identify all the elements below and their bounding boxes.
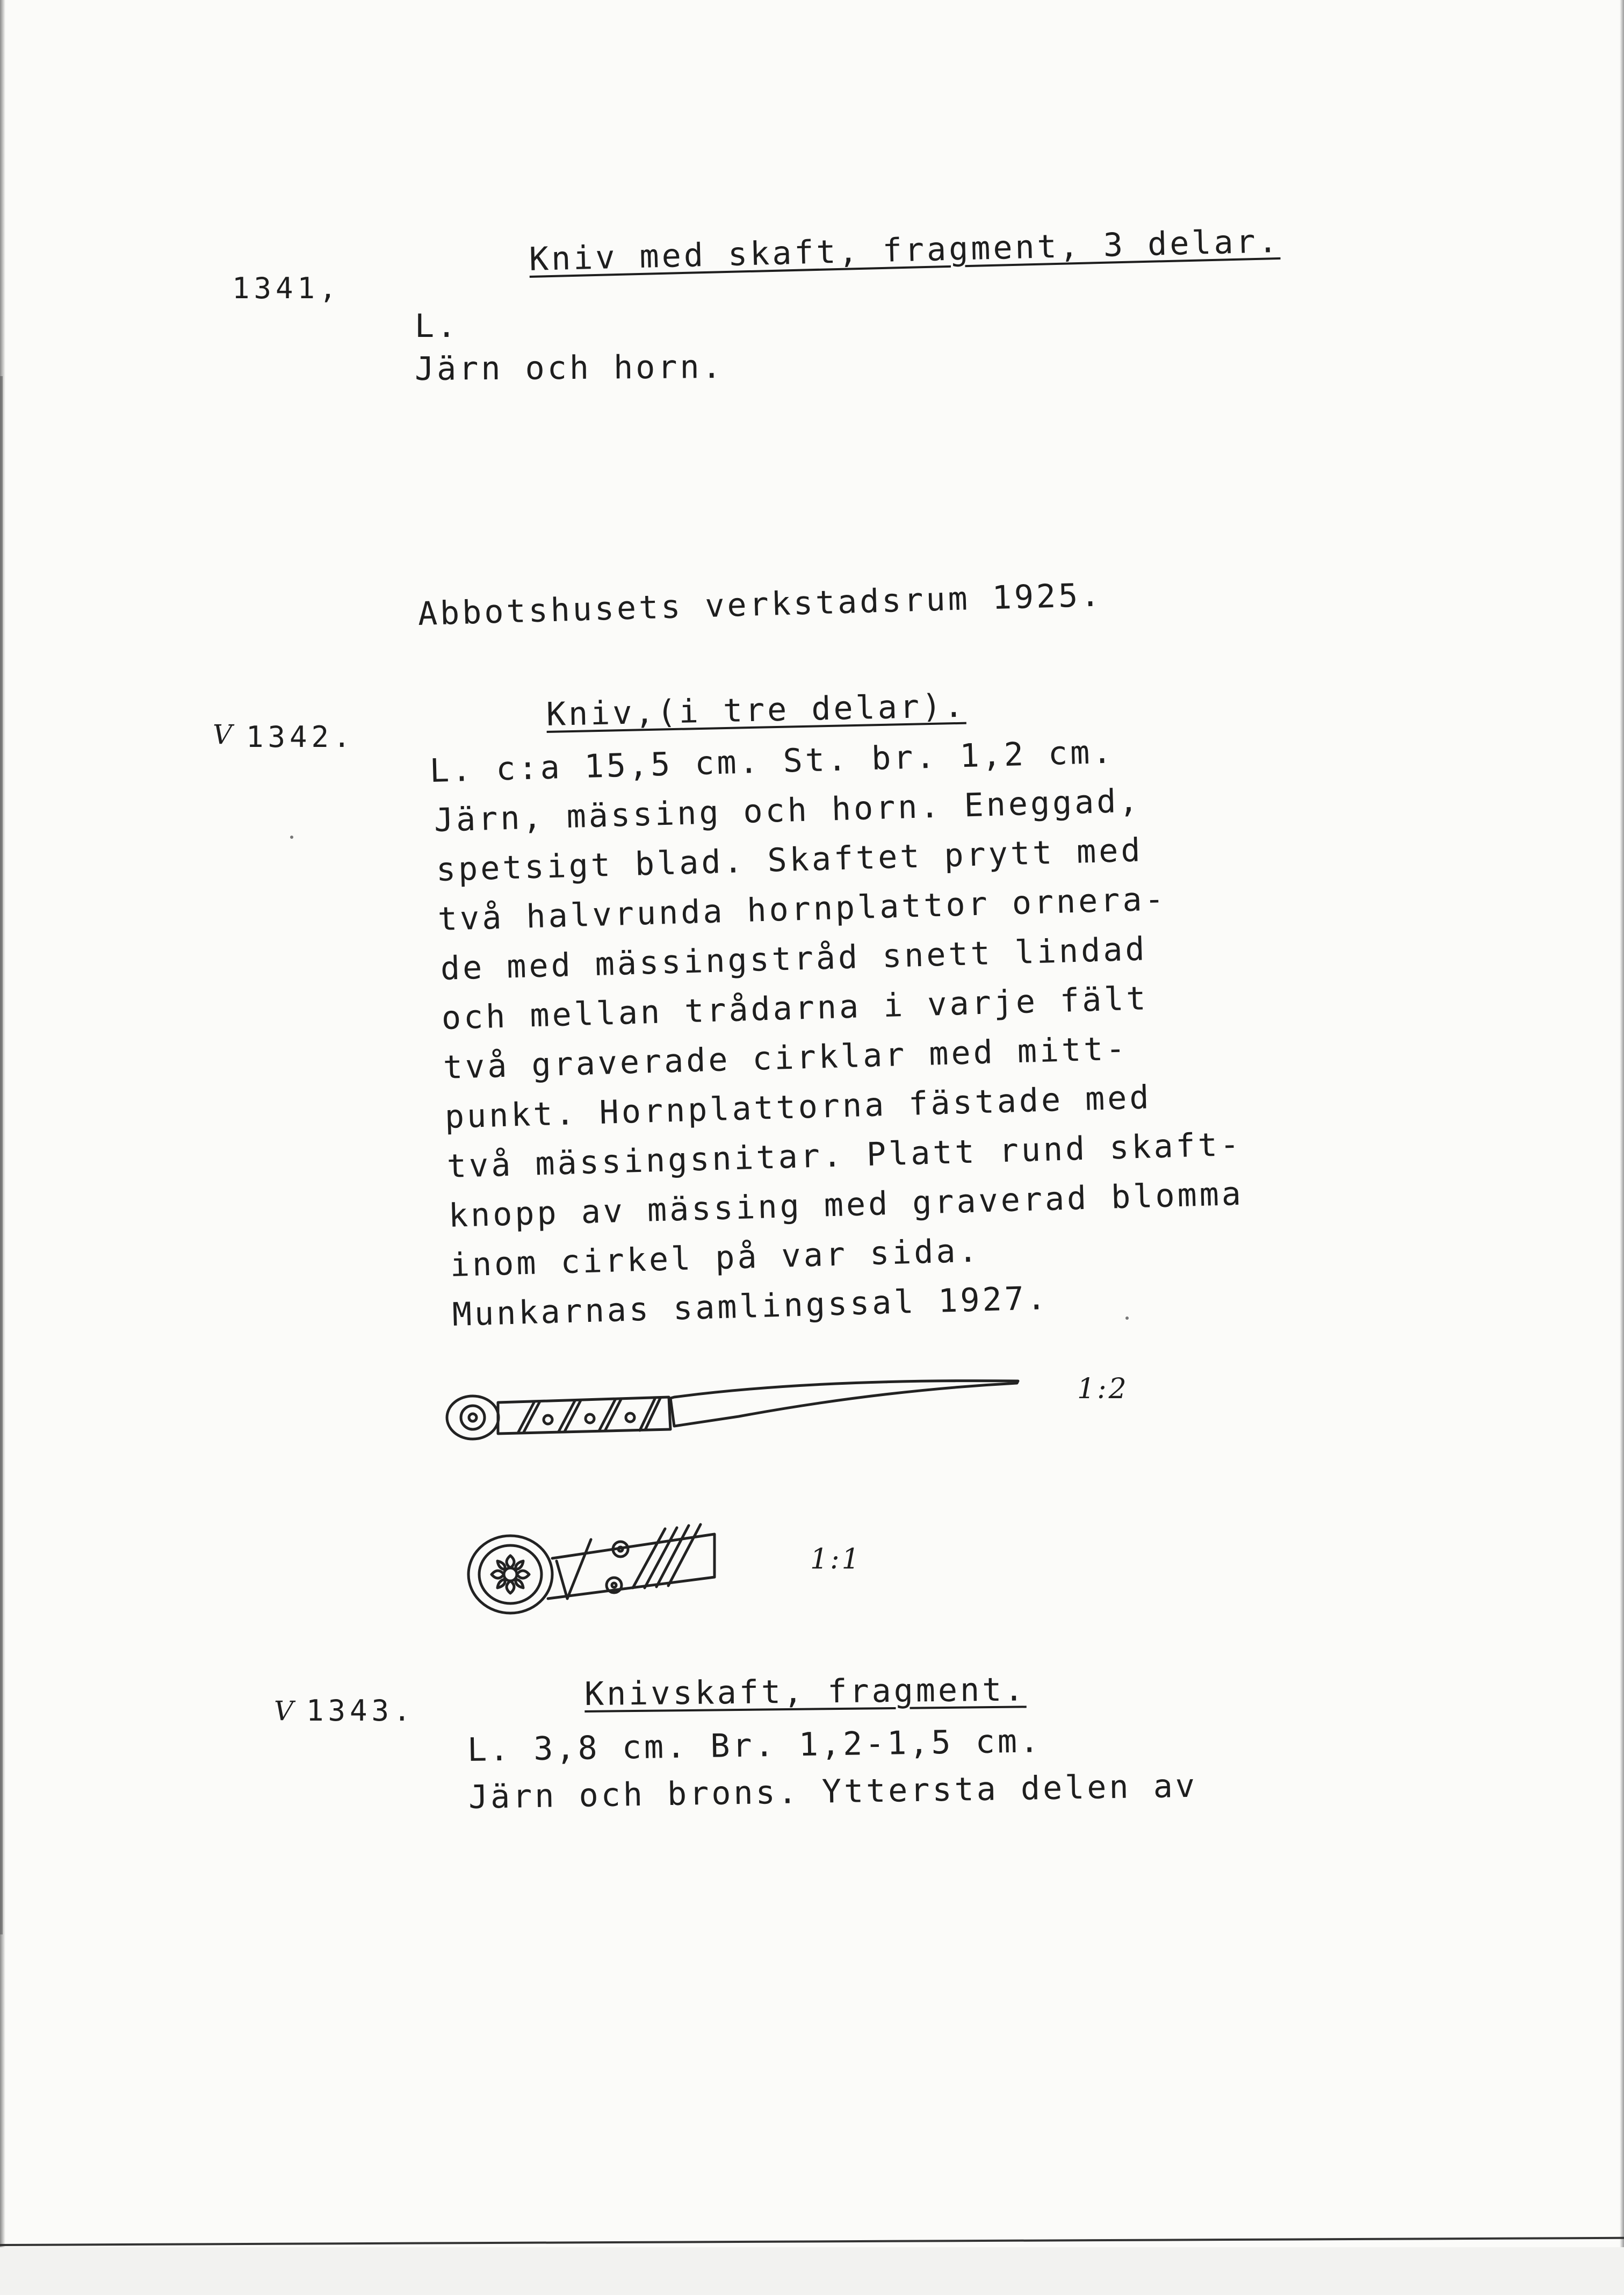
entry-1343-number: 1343. [306, 1694, 415, 1728]
entry-1342-line-11: inom cirkel på var sida. [450, 1232, 981, 1284]
figure-2-scale-label: 1:1 [810, 1543, 862, 1575]
entry-1343-check-mark: V [274, 1695, 297, 1726]
figure-1-scale-label: 1:2 [1077, 1373, 1129, 1405]
entry-1341-location: Abbotshusets verkstadsrum 1925. [417, 576, 1103, 633]
entry-1342-line-10: knopp av mässing med graverad blomma [448, 1175, 1244, 1235]
page-bottom-edge [0, 2237, 1624, 2246]
scan-speck [290, 836, 293, 839]
entry-1342-line-3: spetsigt blad. Skaftet prytt med [436, 831, 1144, 889]
scan-bottom-background [0, 2247, 1624, 2295]
entry-1342-line-6: och mellan trådarna i varje fält [441, 980, 1149, 1037]
entry-1341-number: 1341, [232, 271, 341, 305]
scan-speck [1125, 1316, 1129, 1320]
knife-whole-drawing [438, 1370, 1029, 1451]
entry-1342-number: 1342. [246, 720, 355, 754]
entry-1343-line-1: L. 3,8 cm. Br. 1,2-1,5 cm. [467, 1722, 1042, 1769]
entry-1342-line-12: Munkarnas samlingssal 1927. [452, 1279, 1049, 1334]
entry-1343-title: Knivskaft, fragment. [584, 1671, 1027, 1713]
entry-1342-line-4: två halvrunda hornplattor ornera- [437, 880, 1167, 938]
entry-1343-line-2: Järn och brons. Yttersta delen av [468, 1767, 1198, 1816]
entry-1342-check-mark: V [213, 719, 235, 750]
entry-1341-material: Järn och horn. [414, 348, 724, 388]
entry-1342-line-7: två graverade cirklar med mitt- [443, 1030, 1129, 1087]
entry-1341-length: L. [415, 307, 459, 345]
scan-edge-right [1620, 0, 1624, 2295]
knife-pommel-detail-drawing [462, 1518, 741, 1625]
entry-1342-line-8: punkt. Hornplattorna fästade med [444, 1078, 1152, 1136]
entry-1342-title: Kniv,(i tre delar). [546, 687, 966, 733]
entry-1342-line-2: Järn, mässing och horn. Eneggad, [434, 782, 1142, 839]
entry-1341-title: Kniv med skaft, fragment, 3 delar. [529, 222, 1281, 278]
entry-1342-line-5: de med mässingstråd snett lindad [440, 930, 1148, 988]
entry-1342-line-9: två mässingsnitar. Platt rund skaft- [446, 1125, 1243, 1185]
entry-1342-line-1: L. c:a 15,5 cm. St. br. 1,2 cm. [429, 733, 1115, 790]
scan-shadow-left [0, 376, 3, 1934]
